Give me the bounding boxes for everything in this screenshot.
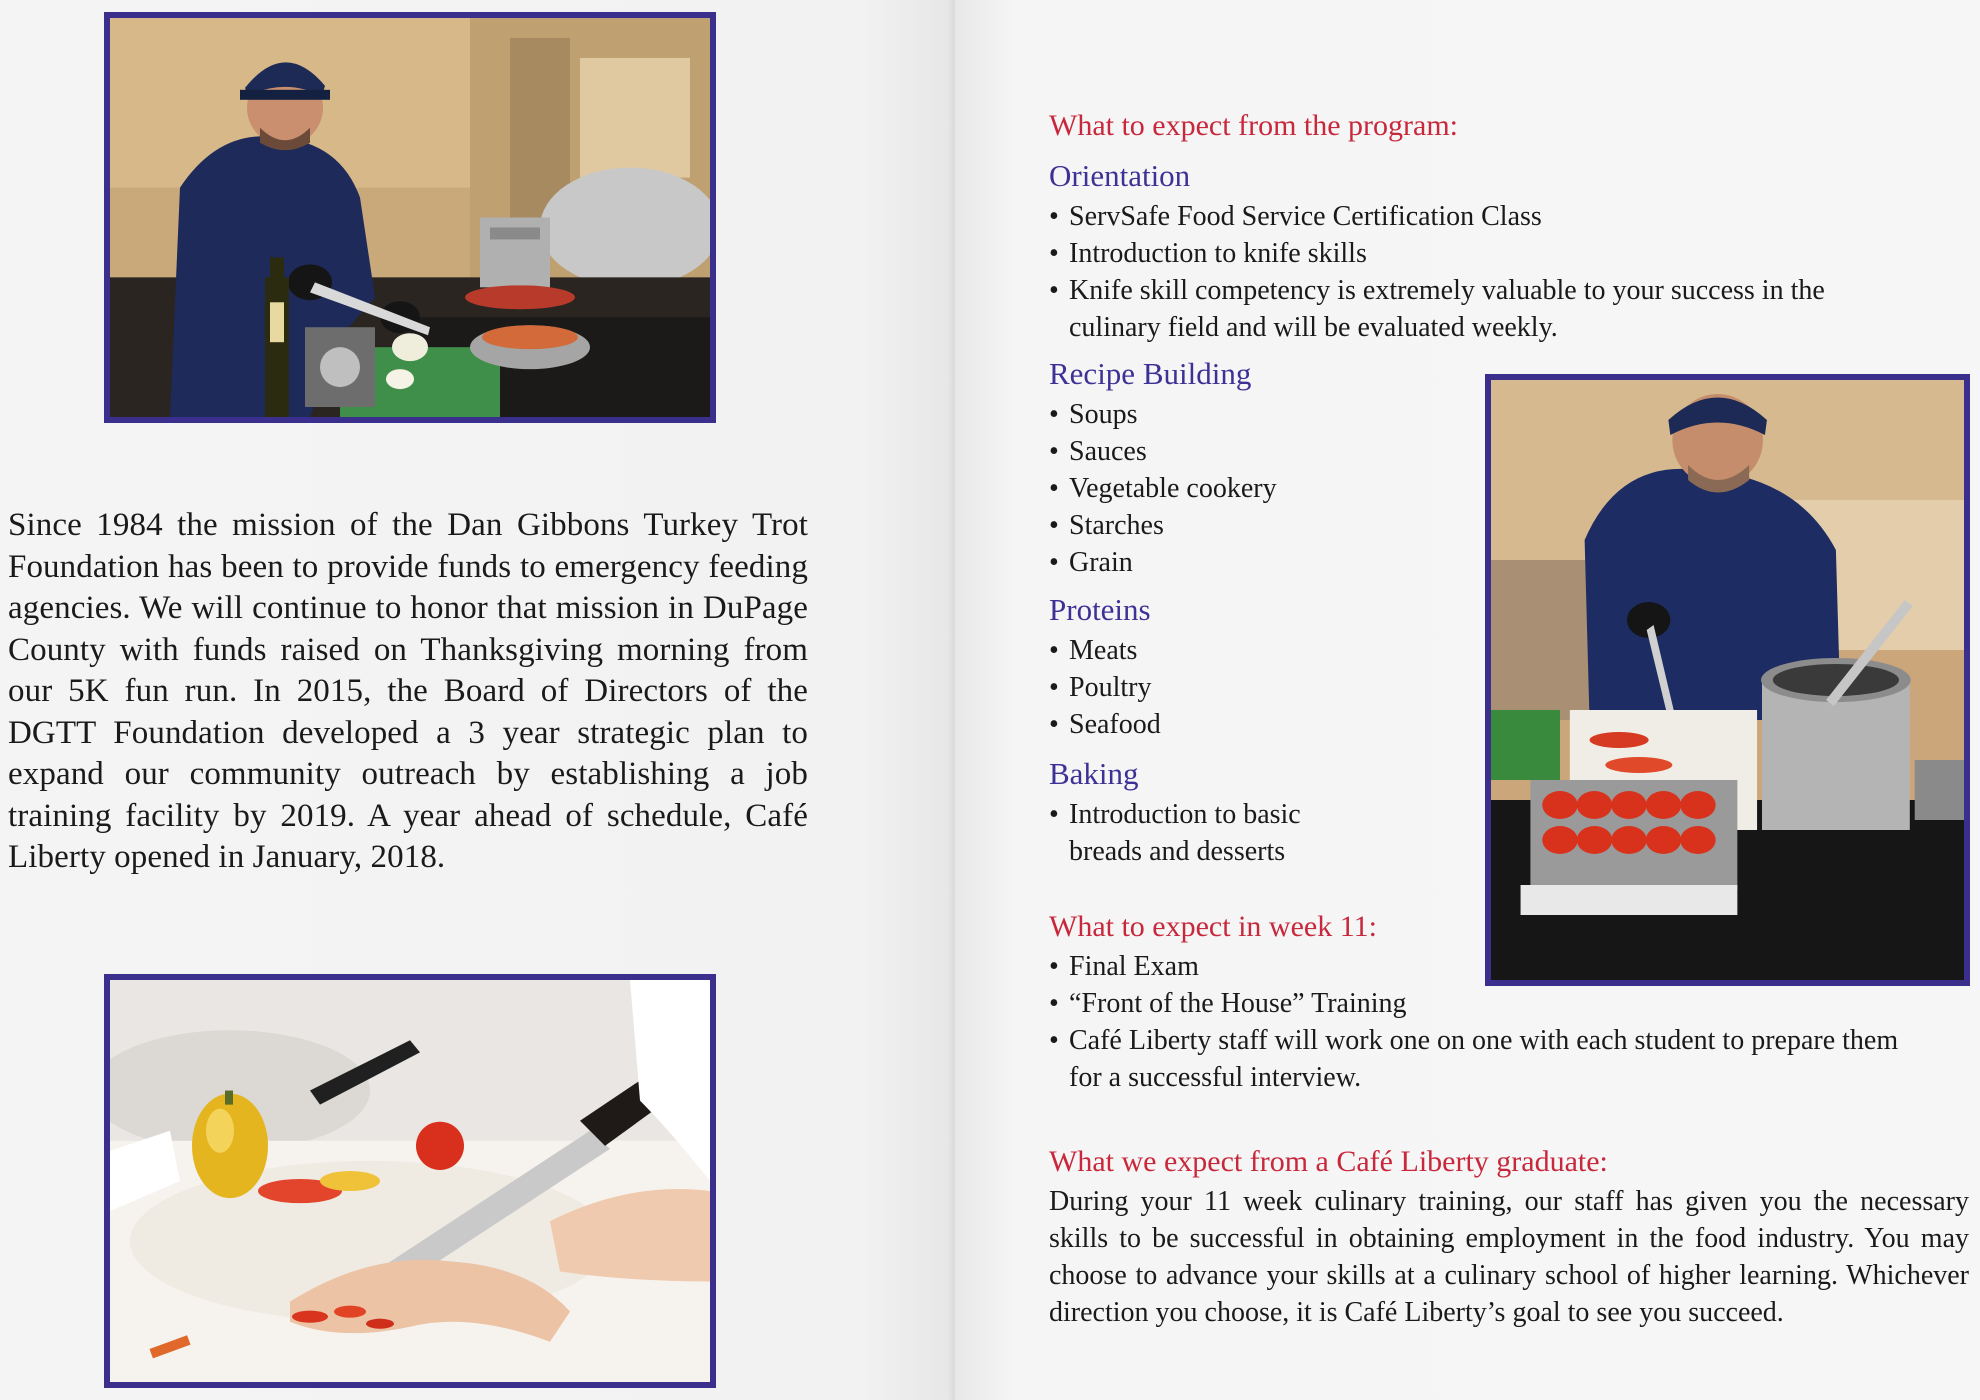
list-item: • Meats xyxy=(1049,632,1409,669)
list-item: • Starches xyxy=(1049,507,1409,544)
chef-onion-photo xyxy=(104,12,716,423)
list-item: • Poultry xyxy=(1049,669,1409,706)
list-item: • Final Exam xyxy=(1049,948,1929,985)
list-item: • Knife skill competency is extremely valuable to your success in the culinary field and will be evaluated weekly. xyxy=(1049,272,1869,346)
list-item: • Seafood xyxy=(1049,706,1409,743)
mission-paragraph: Since 1984 the mission of the Dan Gibbons Turkey Trot Foundation has been to provide funds to emergency feeding agencies. We will continue to honor that mission in DuPage County with funds raised on Thanksgiving morning from our 5K fun run. In 2015, the Board of Directors of the DGTT Foundation developed a 3 year strategic plan to expand our community outreach by establishing a job training facility by 2019. A year ahead of schedule, Café Liberty opened in January, 2018. xyxy=(8,507,808,875)
chef-tomatoes-photo xyxy=(1485,374,1970,986)
program-heading: What to expect from the program: xyxy=(1049,109,1459,142)
list-item: • Introduction to knife skills xyxy=(1049,235,1869,272)
list-item: • Sauces xyxy=(1049,433,1409,470)
list-item: • Café Liberty staff will work one on one with each student to prepare them for a successful interview. xyxy=(1049,1022,1929,1096)
baking-title: Baking xyxy=(1049,756,1139,791)
graduate-heading: What we expect from a Café Liberty graduate: xyxy=(1049,1145,1608,1178)
list-item: • Introduction to basic breads and desserts xyxy=(1049,796,1339,870)
orientation-list xyxy=(1049,198,1869,346)
recipe-building-list xyxy=(1049,396,1409,581)
list-item: • “Front of the House” Training xyxy=(1049,985,1929,1022)
list-item: • Soups xyxy=(1049,396,1409,433)
orientation-title: Orientation xyxy=(1049,158,1191,193)
list-item: • Grain xyxy=(1049,544,1409,581)
chef-tomatoes-image xyxy=(1491,380,1964,980)
baking-list xyxy=(1049,796,1339,870)
slicing-vegetables-image xyxy=(110,980,710,1382)
list-item: • ServSafe Food Service Certification Class xyxy=(1049,198,1869,235)
slicing-vegetables-photo xyxy=(104,974,716,1388)
right-page xyxy=(955,0,1980,1400)
list-item: • Vegetable cookery xyxy=(1049,470,1409,507)
left-page xyxy=(0,0,955,1400)
proteins-title: Proteins xyxy=(1049,592,1151,627)
recipe-building-title: Recipe Building xyxy=(1049,356,1252,391)
proteins-list xyxy=(1049,632,1409,743)
chef-onion-image xyxy=(110,18,710,417)
week11-heading: What to expect in week 11: xyxy=(1049,910,1377,943)
graduate-paragraph: During your 11 week culinary training, our staff has given you the necessary skills to be successful in obtaining employment in the food industry. You may choose to advance your skills at a culinary school of higher learning. Whichever direction you choose, it is Café Liberty’s goal to see you succeed. xyxy=(1049,1186,1969,1328)
